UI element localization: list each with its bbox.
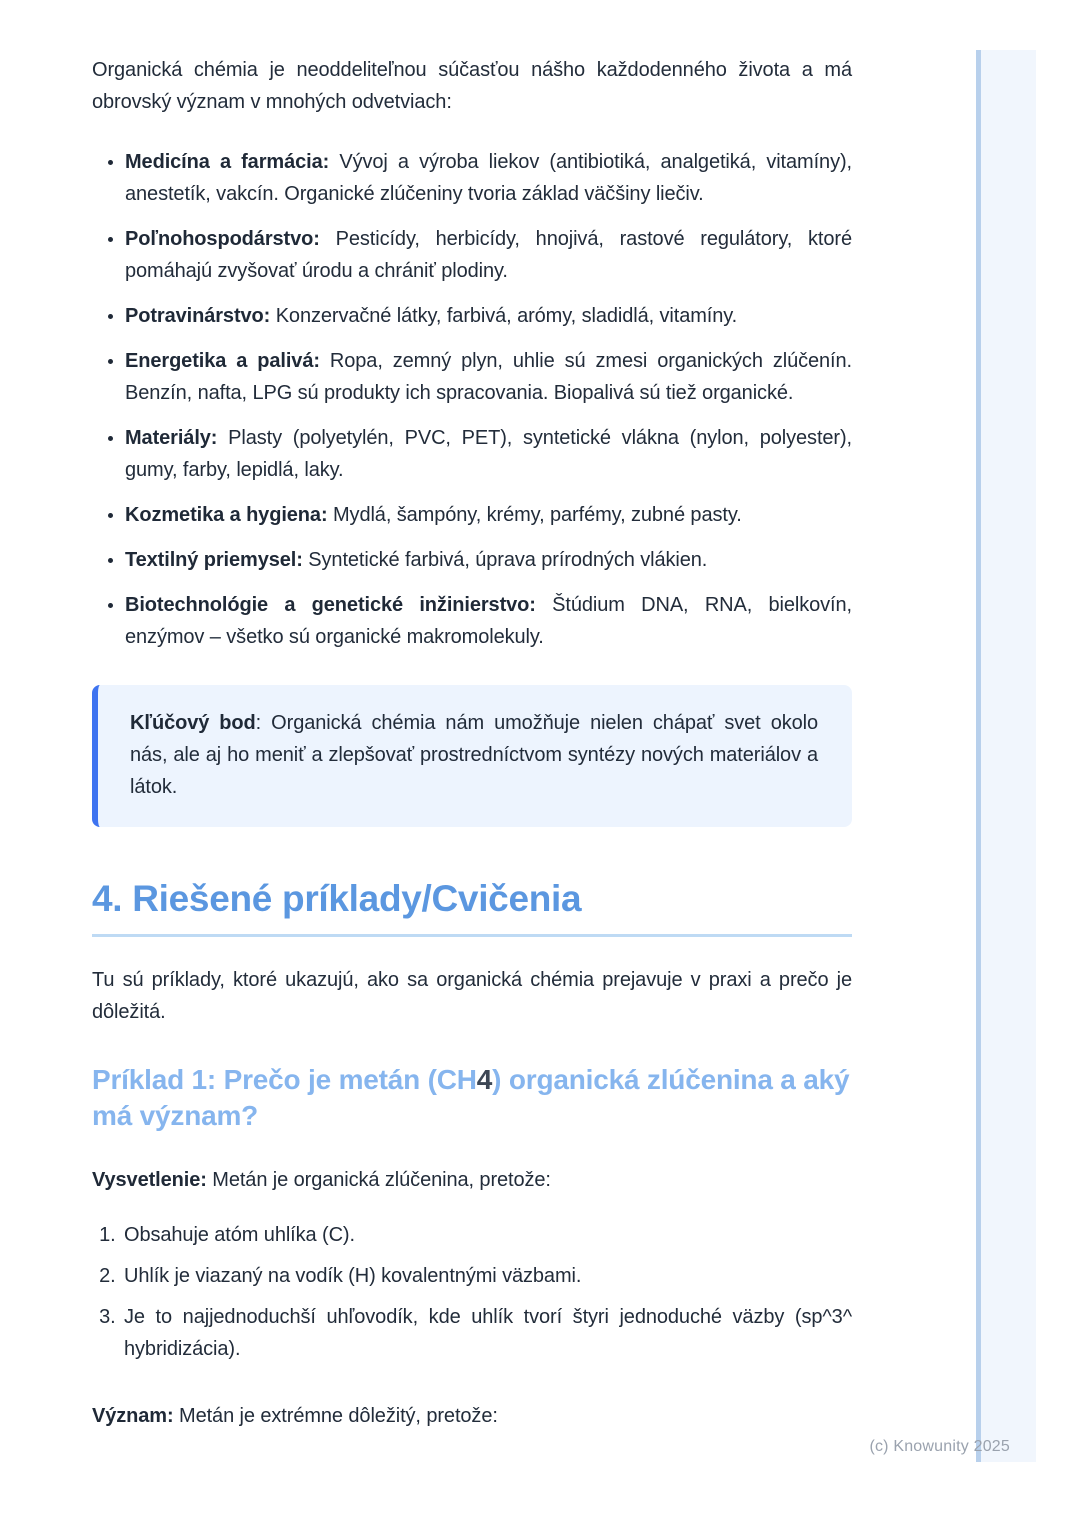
explanation-text: Metán je organická zlúčenina, pretože: xyxy=(212,1169,551,1192)
explanation-paragraph xyxy=(92,1164,852,1196)
example-heading xyxy=(92,1062,852,1134)
explanation-lead: Vysvetlenie: xyxy=(92,1169,207,1192)
list-item-lead: Kozmetika a hygiena: xyxy=(125,504,328,526)
list-item-text: Ropa, zemný plyn, uhlie sú zmesi organických zlúčenín. Benzín, nafta, LPG sú produkty ich spracovania. Biopalivá sú tiež organické. xyxy=(125,350,852,404)
page-edge-highlight xyxy=(976,50,981,1462)
list-item xyxy=(125,544,852,576)
list-item: 2. Uhlík je viazaný na vodík (H) kovalentnými väzbami. xyxy=(121,1260,852,1292)
page-edge-strip xyxy=(976,50,1036,1462)
list-item-lead: Energetika a palivá: xyxy=(125,350,320,372)
list-item-lead: Potravinárstvo: xyxy=(125,305,271,327)
list-item-lead: Poľnohospodárstvo: xyxy=(125,228,320,250)
list-item-lead: Biotechnológie a genetické inžinierstvo: xyxy=(125,594,536,616)
list-item xyxy=(125,223,852,287)
industry-list xyxy=(92,146,852,653)
list-item xyxy=(125,499,852,531)
list-item-text: Mydlá, šampóny, krémy, parfémy, zubné pasty. xyxy=(332,504,742,526)
list-item-text: Konzervačné látky, farbivá, arómy, sladidlá, vitamíny. xyxy=(275,305,738,327)
list-item: 3. Je to najjednoduchší uhľovodík, kde uhlík tvorí štyri jednoduché väzby (sp^3^ hybridizácia). xyxy=(121,1301,852,1365)
list-item-lead: Textilný priemysel: xyxy=(125,549,303,571)
key-point-body: : Organická chémia nám umožňuje nielen chápať svet okolo nás, ale aj ho meniť a zlepšovať prostredníctvom syntézy nových materiálov a látok. xyxy=(130,712,819,798)
key-point-text xyxy=(130,707,818,803)
section-heading: 4. Riešené príklady/Cvičenia xyxy=(92,877,852,937)
list-item-text: Pesticídy, herbicídy, hnojivá, rastové regulátory, ktoré pomáhajú zvyšovať úrodu a chrániť plodiny. xyxy=(125,228,852,282)
list-item-lead: Medicína a farmácia: xyxy=(125,151,330,173)
copyright-notice: (c) Knowunity 2025 xyxy=(869,1438,1010,1455)
list-item-lead: Materiály: xyxy=(125,427,218,449)
list-item-text: Štúdium DNA, RNA, bielkovín, enzýmov – všetko sú organické makromolekuly. xyxy=(125,594,852,648)
key-point-lead: Kľúčový bod xyxy=(130,712,256,734)
list-item xyxy=(125,589,852,653)
section-intro-paragraph: Tu sú príklady, ktoré ukazujú, ako sa organická chémia prejavuje v praxi a prečo je dôležitá. xyxy=(92,969,852,1024)
formula-number: 4 xyxy=(476,1064,493,1096)
significance-text: Metán je extrémne dôležitý, pretože: xyxy=(179,1405,498,1428)
list-item-text: Vývoj a výroba liekov (antibiotiká, analgetiká, vitamíny), anestetík, vakcín. Organické zlúčeniny tvoria základ väčšiny liečiv. xyxy=(125,151,852,205)
list-item-text: Syntetické farbivá, úprava prírodných vlákien. xyxy=(308,549,708,571)
list-item xyxy=(125,146,852,210)
key-point-callout xyxy=(92,685,852,827)
list-item: 1. Obsahuje atóm uhlíka (C). xyxy=(121,1219,852,1251)
list-item xyxy=(125,422,852,486)
intro-paragraph: Organická chémia je neoddeliteľnou súčasťou nášho každodenného života a má obrovský význam v mnohých odvetviach: xyxy=(92,59,852,113)
document-body xyxy=(92,0,852,1432)
list-item xyxy=(125,345,852,409)
example-heading-pre: Príklad 1: Prečo je metán (CH xyxy=(92,1064,477,1096)
list-item-text: Plasty (polyetylén, PVC, PET), syntetické vlákna (nylon, polyester), gumy, farby, lepidlá, laky. xyxy=(125,427,852,481)
significance-paragraph xyxy=(92,1400,852,1432)
explanation-list xyxy=(92,1219,852,1365)
example-heading-post: ) organická zlúčenina a aký má význam? xyxy=(92,1064,850,1132)
significance-lead: Význam: xyxy=(92,1405,174,1428)
list-item xyxy=(125,300,852,332)
